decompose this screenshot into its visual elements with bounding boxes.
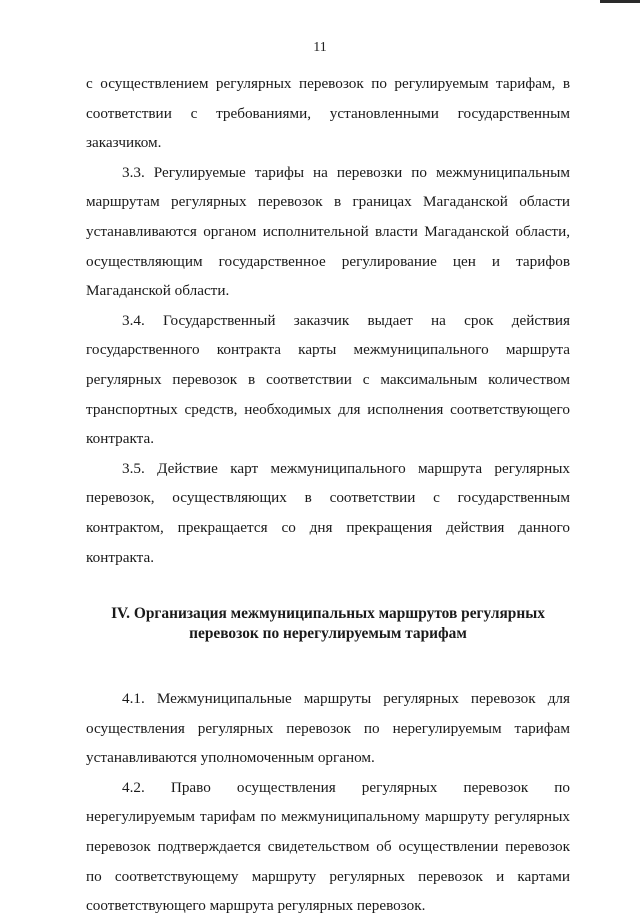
section-heading-line-1: IV. Организация межмуниципальных маршрутов регулярных [111, 605, 545, 623]
paragraph-4-2: 4.2. Право осуществления регулярных перевозок по нерегулируемым тарифам по межмуниципальному маршруту регулярных перевозок подтверждается свидетельством об осуществлении перевозок по соответствующему маршруту регулярных перевозок и картами соответствующего маршрута регулярных перевозок. [86, 778, 570, 915]
paragraph-3-3: 3.3. Регулируемые тарифы на перевозки по межмуниципальным маршрутам регулярных перевозок в границах Магаданской области устанавливаются органом исполнительной власти Магаданской области, осуществляющим государственное регулирование цен и тарифов Магаданской области. [86, 163, 570, 300]
paragraph-3-5: 3.5. Действие карт межмуниципального маршрута регулярных перевозок, осуществляющих в соответствии с государственным контрактом, прекращается со дня прекращения действия данного контракта. [86, 459, 570, 566]
paragraph-3-4: 3.4. Государственный заказчик выдает на срок действия государственного контракта карты межмуниципального маршрута регулярных перевозок в соответствии с максимальным количеством транспортных средств, необходимых для исполнения соответствующего контракта. [86, 311, 570, 448]
paragraph-4-1: 4.1. Межмуниципальные маршруты регулярных перевозок для осуществления регулярных перевозок по нерегулируемым тарифам устанавливаются уполномоченным органом. [86, 690, 570, 767]
page-number: 11 [313, 40, 327, 55]
section-heading [86, 604, 570, 644]
paragraph-continuation: с осуществлением регулярных перевозок по регулируемым тарифам, в соответствии с требованиями, установленными государственным заказчиком. [86, 75, 570, 152]
document-body [86, 69, 570, 921]
section-heading-line-2: перевозок по нерегулируемым тарифам [189, 625, 467, 643]
scan-edge-mark [600, 0, 640, 3]
